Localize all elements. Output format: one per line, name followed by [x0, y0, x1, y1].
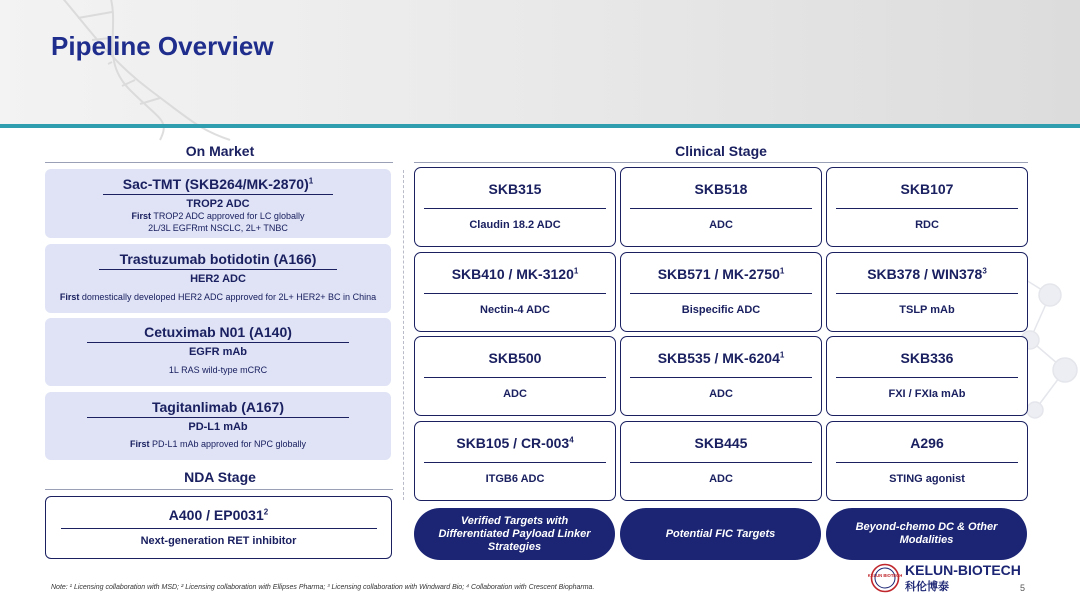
header-accent-rule: [0, 124, 1080, 128]
clinical-card: [826, 336, 1028, 416]
drug-name: SKB378 / WIN378: [867, 266, 983, 282]
footnote-mark: 4: [569, 435, 574, 445]
logo-text-cn: 科伦博泰: [905, 581, 949, 593]
logo-text-en: KELUN-BIOTECH: [905, 562, 1021, 578]
drug-type: ADC: [503, 388, 527, 400]
drug-type: TSLP mAb: [899, 304, 955, 316]
clinical-card: [414, 336, 616, 416]
market-card-trastuzumab: [45, 244, 391, 313]
name-underline: [424, 293, 606, 294]
on-market-rule: [45, 162, 393, 163]
footnote-mark: 1: [779, 266, 785, 276]
name-underline: [61, 528, 377, 529]
drug-type: ADC: [709, 388, 733, 400]
drug-type: ITGB6 ADC: [485, 473, 545, 485]
desc-emphasis: First: [59, 292, 80, 302]
nda-stage-heading: NDA Stage: [184, 469, 256, 485]
name-underline: [630, 208, 812, 209]
page-title: Pipeline Overview: [51, 31, 274, 61]
drug-type: TROP2 ADC: [186, 198, 250, 210]
drug-name: SKB336: [900, 350, 954, 366]
drug-name: SKB107: [900, 181, 954, 197]
drug-description: PD-L1 mAb approved for NPC globally: [149, 439, 307, 449]
on-market-heading: On Market: [185, 143, 255, 159]
clinical-card: [414, 421, 616, 501]
category-pill-beyond-chemo: Beyond-chemo DC & Other Modalities: [826, 508, 1027, 560]
drug-type: Claudin 18.2 ADC: [469, 219, 561, 231]
drug-type: STING agonist: [889, 473, 965, 485]
clinical-card: [620, 421, 822, 501]
name-underline: [424, 462, 606, 463]
drug-description: Next-generation RET inhibitor: [140, 535, 297, 547]
desc-emphasis: First: [129, 439, 150, 449]
drug-type: EGFR mAb: [188, 346, 248, 358]
dna-decoration-icon: [0, 0, 260, 125]
clinical-stage-rule: [414, 162, 1028, 163]
footnote-mark: 2: [263, 507, 269, 517]
footnote-mark: 1: [573, 266, 579, 276]
drug-name: SKB500: [488, 350, 542, 366]
drug-name: Cetuximab N01 (A140): [144, 324, 292, 340]
drug-type: ADC: [709, 473, 733, 485]
name-underline: [836, 377, 1018, 378]
name-underline: [87, 342, 349, 343]
clinical-stage-heading: Clinical Stage: [675, 143, 767, 159]
footnote-text: Note: ¹ Licensing collaboration with MSD; ² Licensing collaboration with Ellipses Pharma; ³ Licensing collaboration with Windward Bio; ⁴ Collaboration with Crescent Biopharma.: [51, 584, 595, 591]
drug-description: TROP2 ADC approved for LC globally: [151, 211, 305, 221]
name-underline: [424, 377, 606, 378]
drug-type: FXI / FXIa mAb: [888, 388, 966, 400]
drug-name: SKB518: [694, 181, 748, 197]
name-underline: [836, 462, 1018, 463]
footnote-mark: 1: [779, 350, 785, 360]
logo-mark-text: KELUN BIOTECH: [867, 573, 903, 578]
clinical-card: [620, 167, 822, 247]
category-pill-verified-targets: Verified Targets with Differentiated Payload Linker Strategies: [414, 508, 615, 560]
drug-name: A296: [910, 435, 944, 451]
name-underline: [103, 194, 333, 195]
clinical-card: [620, 336, 822, 416]
drug-name: A400 / EP0031: [168, 507, 264, 523]
drug-name: SKB445: [694, 435, 748, 451]
drug-type: RDC: [915, 219, 939, 231]
drug-name: Trastuzumab botidotin (A166): [119, 251, 317, 267]
market-card-sac-tmt: [45, 169, 391, 238]
header-band: [0, 0, 1080, 125]
drug-type: PD-L1 mAb: [188, 421, 248, 433]
category-pill-fic-targets: Potential FIC Targets: [620, 508, 821, 560]
footnote-mark: 1: [308, 176, 314, 186]
drug-type: ADC: [709, 219, 733, 231]
name-underline: [99, 269, 337, 270]
drug-name: SKB315: [488, 181, 542, 197]
drug-name: Tagitanlimab (A167): [152, 399, 284, 415]
drug-name: SKB410 / MK-3120: [451, 266, 574, 282]
market-card-cetuximab: [45, 318, 391, 386]
clinical-card: [414, 167, 616, 247]
clinical-card: [826, 421, 1028, 501]
nda-stage-rule: [45, 489, 393, 490]
drug-indications: 2L/3L EGFRmt NSCLC, 2L+ TNBC: [148, 223, 288, 233]
drug-description: domestically developed HER2 ADC approved for 2L+ HER2+ BC in China: [79, 292, 377, 302]
name-underline: [630, 293, 812, 294]
clinical-card: [826, 167, 1028, 247]
drug-name: SKB535 / MK-6204: [657, 350, 780, 366]
clinical-card: [826, 252, 1028, 332]
name-underline: [836, 208, 1018, 209]
kelun-logo-icon: [867, 563, 903, 593]
page-number: 5: [1020, 583, 1026, 593]
drug-name: SKB105 / CR-003: [456, 435, 570, 451]
clinical-card: [620, 252, 822, 332]
name-underline: [87, 417, 349, 418]
desc-emphasis: First: [131, 211, 152, 221]
name-underline: [630, 462, 812, 463]
clinical-card: [414, 252, 616, 332]
drug-name: Sac-TMT (SKB264/MK-2870): [122, 176, 309, 192]
name-underline: [424, 208, 606, 209]
drug-type: HER2 ADC: [190, 273, 246, 285]
company-logo: [867, 562, 1021, 594]
name-underline: [630, 377, 812, 378]
drug-description: 1L RAS wild-type mCRC: [168, 365, 268, 375]
name-underline: [836, 293, 1018, 294]
drug-name: SKB571 / MK-2750: [657, 266, 780, 282]
market-card-tagitanlimab: [45, 392, 391, 460]
footnote-mark: 3: [982, 266, 987, 276]
nda-card-a400: [45, 496, 392, 559]
drug-type: Bispecific ADC: [681, 304, 761, 316]
drug-type: Nectin-4 ADC: [480, 304, 550, 316]
section-divider: [403, 170, 404, 500]
